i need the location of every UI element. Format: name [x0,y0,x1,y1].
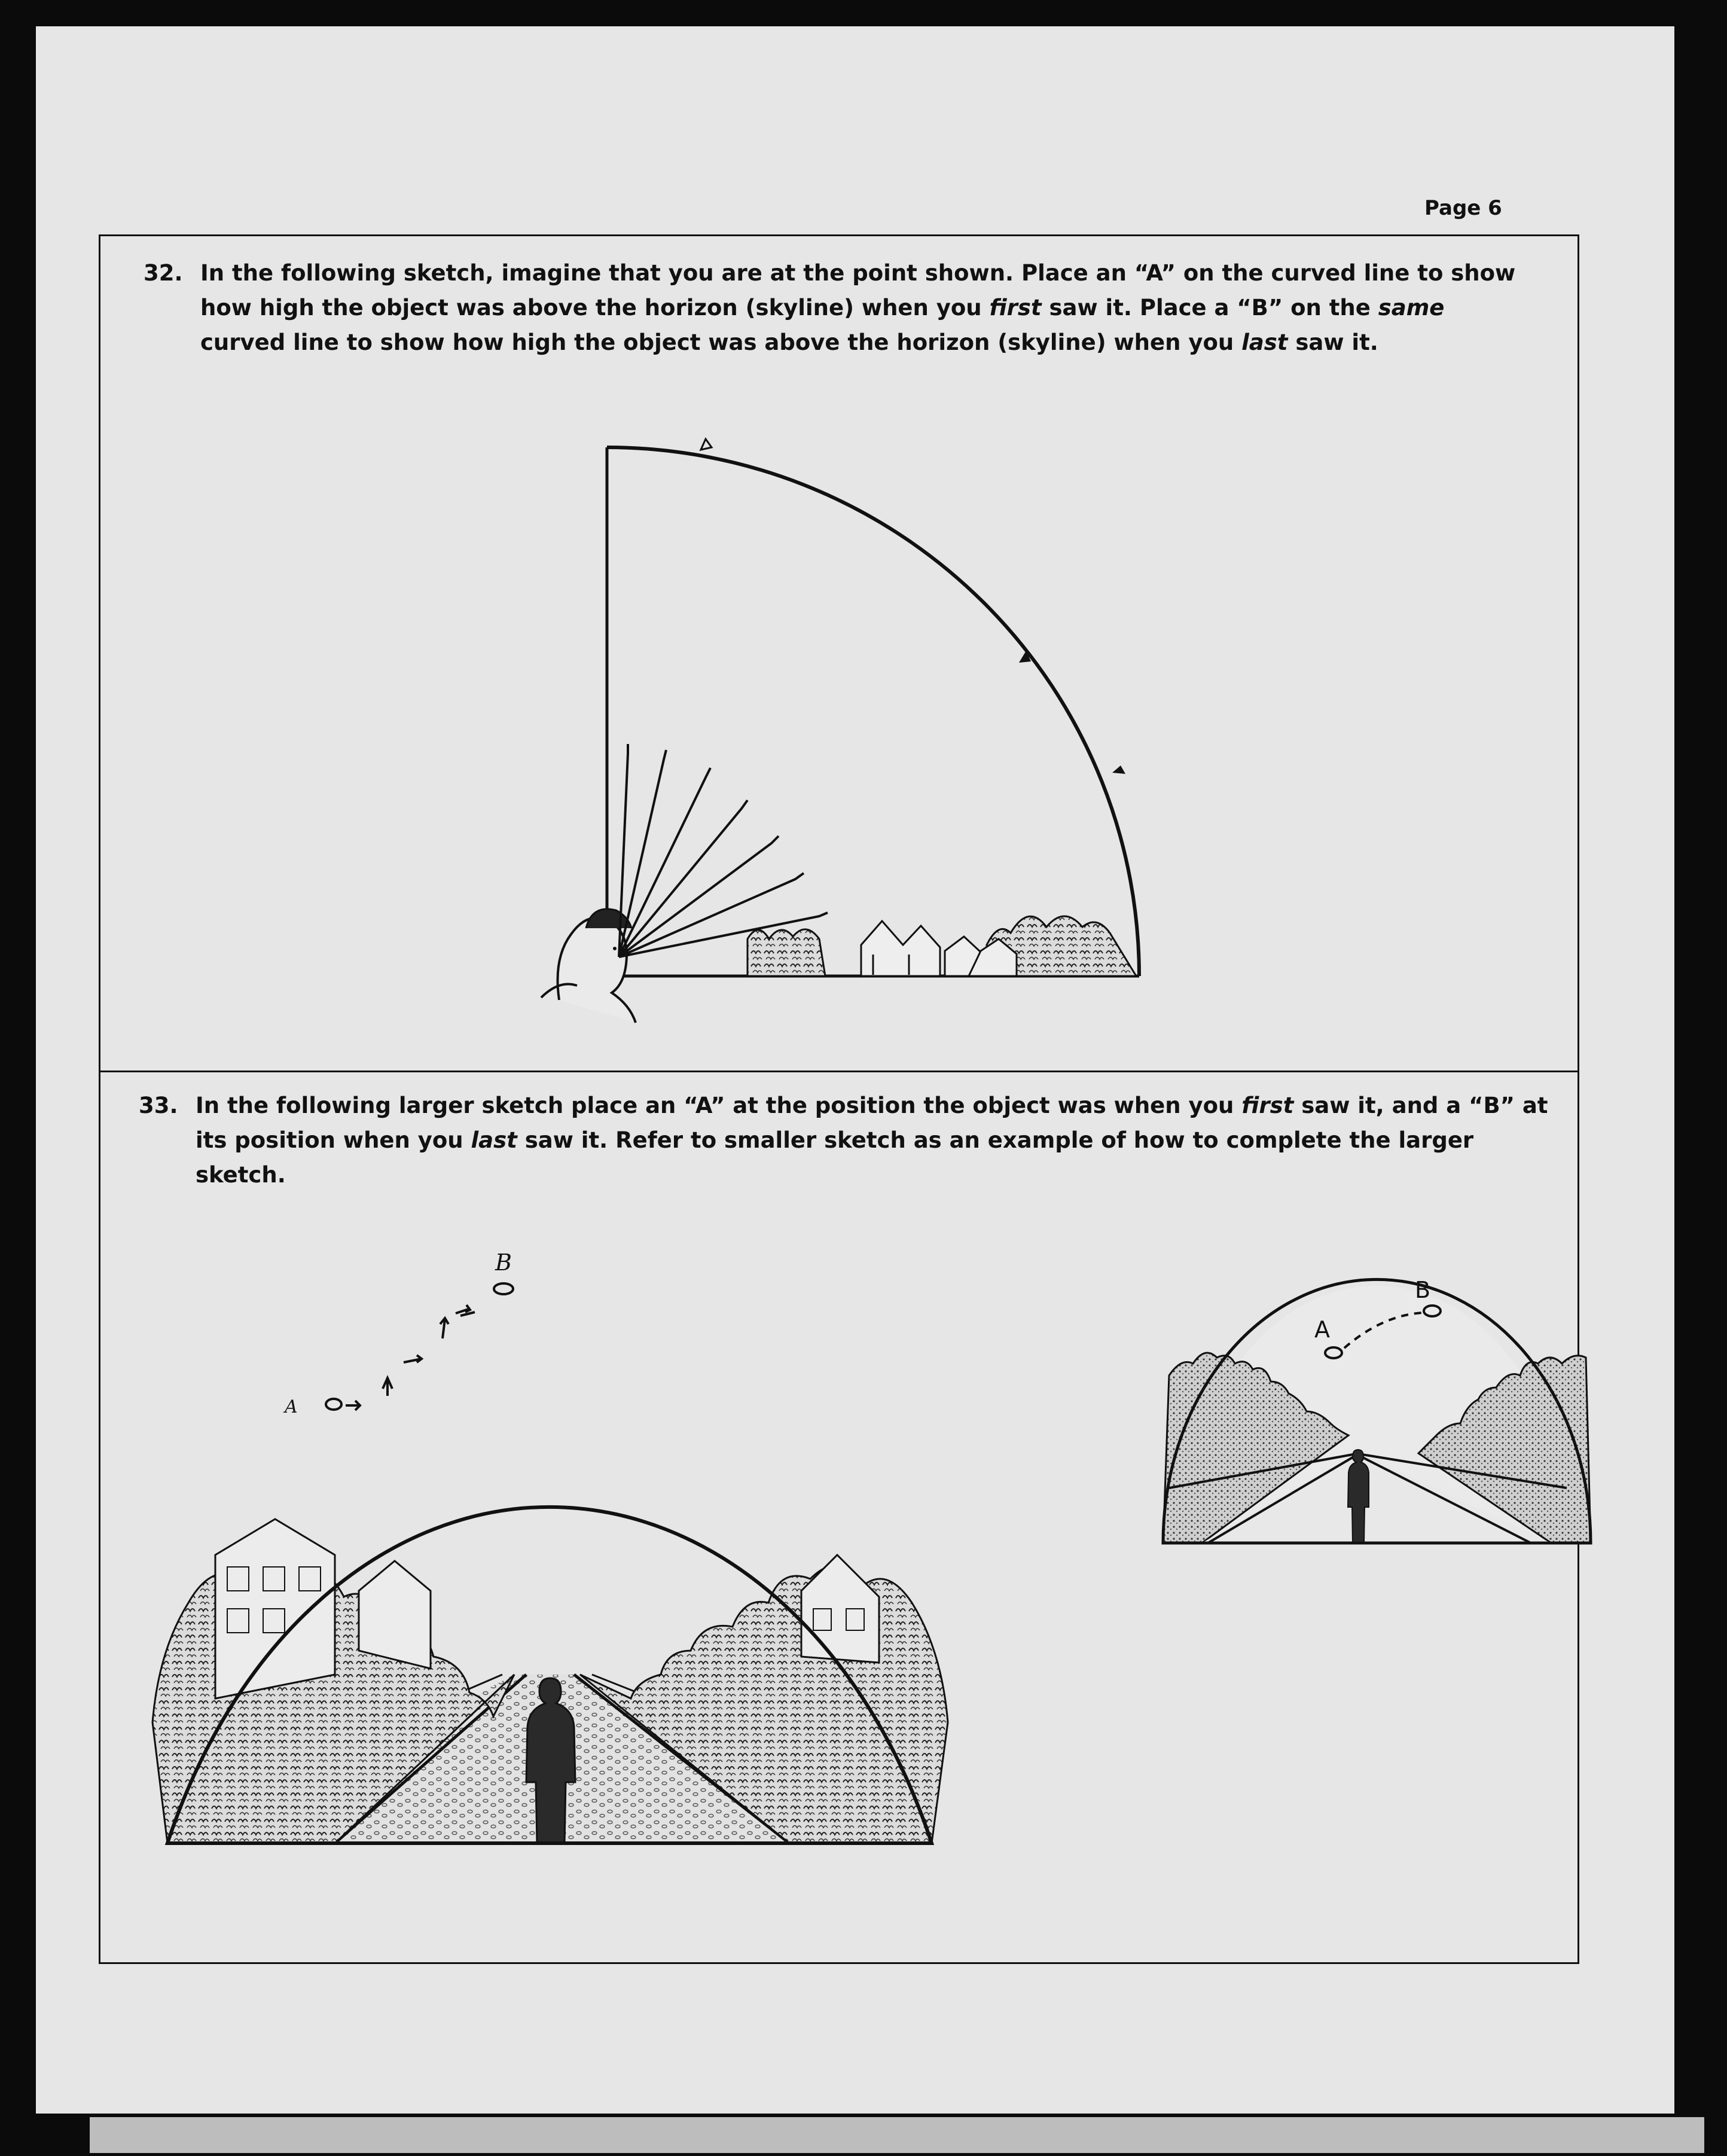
q32-text-4: saw it. [1287,330,1378,355]
question-33-number: 33. [139,1093,178,1118]
q33-text-3: saw it. Refer to smaller sketch as an example of how to complete the larger sketch. [196,1127,1474,1188]
arc-mark [701,439,712,450]
q33-text-2: saw it, and a “B” at its position when you [196,1093,1548,1153]
q32-emph-last: last [1241,330,1288,355]
large-dome-sketch [152,1249,948,1843]
example-b-label: B [1415,1277,1431,1303]
question-32-number: 32. [144,260,183,286]
q32-text-3: curved line to show how high the object was above the horizon (skyline) when you [200,330,1242,355]
page-number: Page 6 [1424,196,1502,220]
q32-emph-first: first [989,295,1042,321]
example-dome-sketch [1163,1277,1591,1543]
example-a-label: A [1314,1316,1330,1343]
elevation-arc[interactable] [607,447,1139,976]
q33-emph-last: last [471,1127,517,1153]
arc-mark [1112,766,1125,774]
q32-text-1: In the following sketch, imagine that you are at the point shown. Place an “A” on the curved line to show how high the object was above the horizon (skyline) when you [200,260,1516,321]
quarter-circle-sketch [541,439,1139,1023]
q33-emph-first: first [1241,1093,1294,1118]
handwritten-path-marks [326,1283,513,1410]
handwritten-b-label: B [495,1249,512,1276]
handwritten-a-label: A [285,1396,298,1417]
q33-text-1: In the following larger sketch place an “A” at the position the object was when you [196,1093,1242,1118]
q32-text-2: saw it. Place a “B” on the [1041,295,1378,321]
pointing-arms [619,744,828,957]
q32-emph-same: same [1378,295,1445,321]
